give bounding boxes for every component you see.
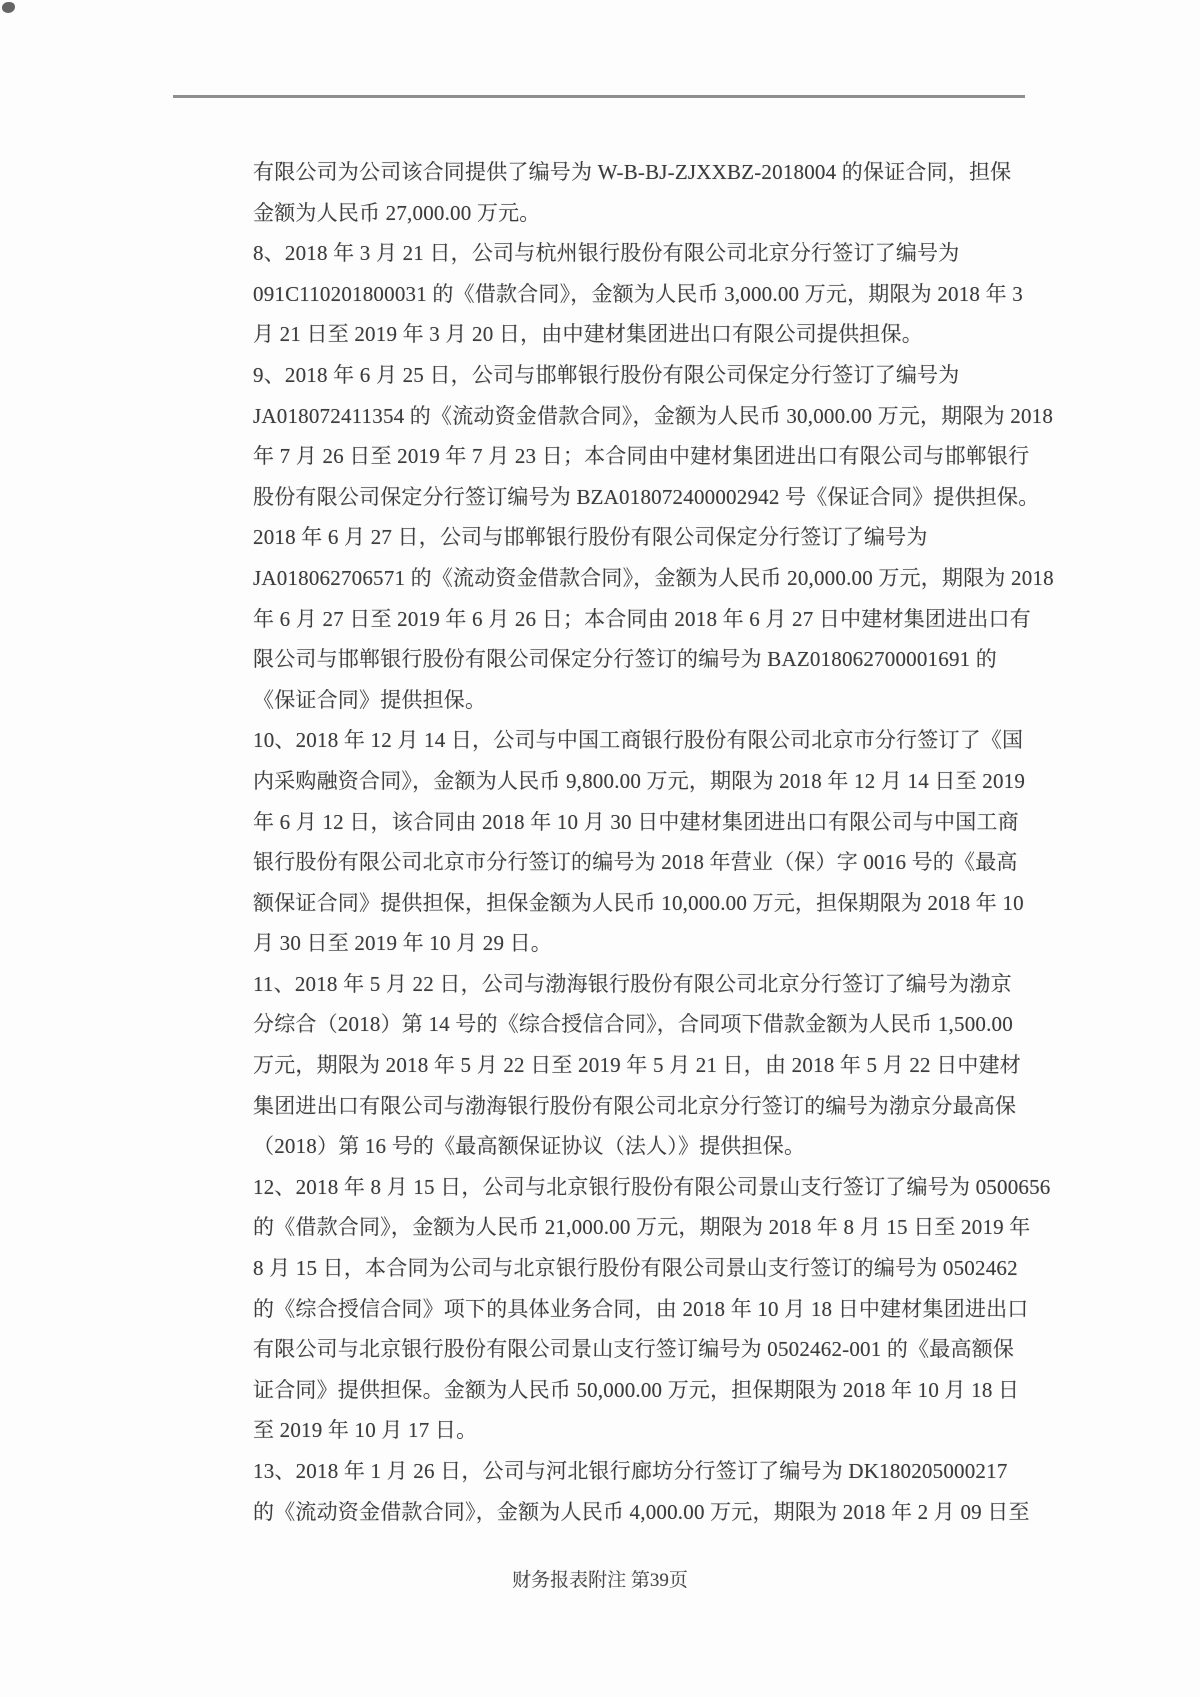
document-line: JA018072411354 的《流动资金借款合同》，金额为人民币 30,000.00 万元，期限为 2018 xyxy=(253,403,1054,428)
document-line: 8 月 15 日，本合同为公司与北京银行股份有限公司景山支行签订的编号为 0502462 xyxy=(253,1256,1018,1281)
document-line: 年 6 月 27 日至 2019 年 6 月 26 日；本合同由 2018 年 6 月 27 日中建材集团进出口有 xyxy=(253,606,1031,631)
document-line: 11、2018 年 5 月 22 日，公司与渤海银行股份有限公司北京分行签订了编号为渤京 xyxy=(253,971,1012,996)
document-line: 月 30 日至 2019 年 10 月 29 日。 xyxy=(253,931,552,956)
document-line: 银行股份有限公司北京市分行签订的编号为 2018 年营业（保）字 0016 号的《最高 xyxy=(253,850,1018,875)
document-line: 的《流动资金借款合同》，金额为人民币 4,000.00 万元，期限为 2018 年 2 月 09 日至 xyxy=(253,1499,1030,1524)
document-line: 分综合（2018）第 14 号的《综合授信合同》，合同项下借款金额为人民币 1,500.00 xyxy=(253,1012,1013,1037)
document-line: 的《综合授信合同》项下的具体业务合同，由 2018 年 10 月 18 日中建材集团进出口 xyxy=(253,1296,1029,1321)
document-line: 证合同》提供担保。金额为人民币 50,000.00 万元，担保期限为 2018 年 10 月 18 日 xyxy=(253,1377,1020,1402)
document-line: 年 7 月 26 日至 2019 年 7 月 23 日；本合同由中建材集团进出口有限公司与邯郸银行 xyxy=(253,444,1030,469)
document-line: 有限公司与北京银行股份有限公司景山支行签订编号为 0502462-001 的《最高额保 xyxy=(253,1337,1015,1362)
document-line: 内采购融资合同》，金额为人民币 9,800.00 万元，期限为 2018 年 12 月 14 日至 2019 xyxy=(253,768,1026,793)
document-line: 《保证合同》提供担保。 xyxy=(253,687,487,712)
document-line: 集团进出口有限公司与渤海银行股份有限公司北京分行签订的编号为渤京分最高保 xyxy=(253,1093,1017,1118)
document-line: 8、2018 年 3 月 21 日，公司与杭州银行股份有限公司北京分行签订了编号为 xyxy=(253,241,960,266)
document-line: 股份有限公司保定分行签订编号为 BZA018072400002942 号《保证合同》提供担保。 xyxy=(253,484,1040,509)
document-line: JA018062706571 的《流动资金借款合同》，金额为人民币 20,000.00 万元，期限为 2018 xyxy=(253,565,1054,590)
header-rule xyxy=(173,95,1025,98)
document-line: 10、2018 年 12 月 14 日，公司与中国工商银行股份有限公司北京市分行签订了《国 xyxy=(253,728,1024,753)
page-footer: 财务报表附注 第39页 xyxy=(512,1570,688,1591)
document-line: 金额为人民币 27,000.00 万元。 xyxy=(253,200,541,225)
document-body xyxy=(253,152,1054,1532)
document-line: 月 21 日至 2019 年 3 月 20 日，由中建材集团进出口有限公司提供担保。 xyxy=(253,322,923,347)
document-line: 13、2018 年 1 月 26 日，公司与河北银行廊坊分行签订了编号为 DK180205000217 xyxy=(253,1459,1008,1483)
document-line: 限公司与邯郸银行股份有限公司保定分行签订的编号为 BAZ018062700001691 的 xyxy=(253,647,997,672)
scan-artifact xyxy=(2,2,15,13)
document-line: 额保证合同》提供担保，担保金额为人民币 10,000.00 万元，担保期限为 2018 年 10 xyxy=(253,890,1024,915)
document-line: 至 2019 年 10 月 17 日。 xyxy=(253,1418,478,1443)
document-line: 9、2018 年 6 月 25 日，公司与邯郸银行股份有限公司保定分行签订了编号为 xyxy=(253,362,960,387)
document-line: 有限公司为公司该合同提供了编号为 W-B-BJ-ZJXXBZ-2018004 的保证合同，担保 xyxy=(253,160,1012,184)
document-line: 的《借款合同》，金额为人民币 21,000.00 万元，期限为 2018 年 8 月 15 日至 2019 年 xyxy=(253,1215,1031,1240)
document-line: 2018 年 6 月 27 日，公司与邯郸银行股份有限公司保定分行签订了编号为 xyxy=(253,525,928,550)
document-line: 091C110201800031 的《借款合同》，金额为人民币 3,000.00 万元，期限为 2018 年 3 xyxy=(253,281,1023,306)
document-line: 年 6 月 12 日，该合同由 2018 年 10 月 30 日中建材集团进出口有限公司与中国工商 xyxy=(253,809,1019,834)
document-line: （2018）第 16 号的《最高额保证协议（法人）》提供担保。 xyxy=(253,1134,806,1159)
document-line: 12、2018 年 8 月 15 日，公司与北京银行股份有限公司景山支行签订了编号为 0500656 xyxy=(253,1174,1051,1199)
document-line: 万元，期限为 2018 年 5 月 22 日至 2019 年 5 月 21 日，由 2018 年 5 月 22 日中建材 xyxy=(253,1053,1021,1078)
